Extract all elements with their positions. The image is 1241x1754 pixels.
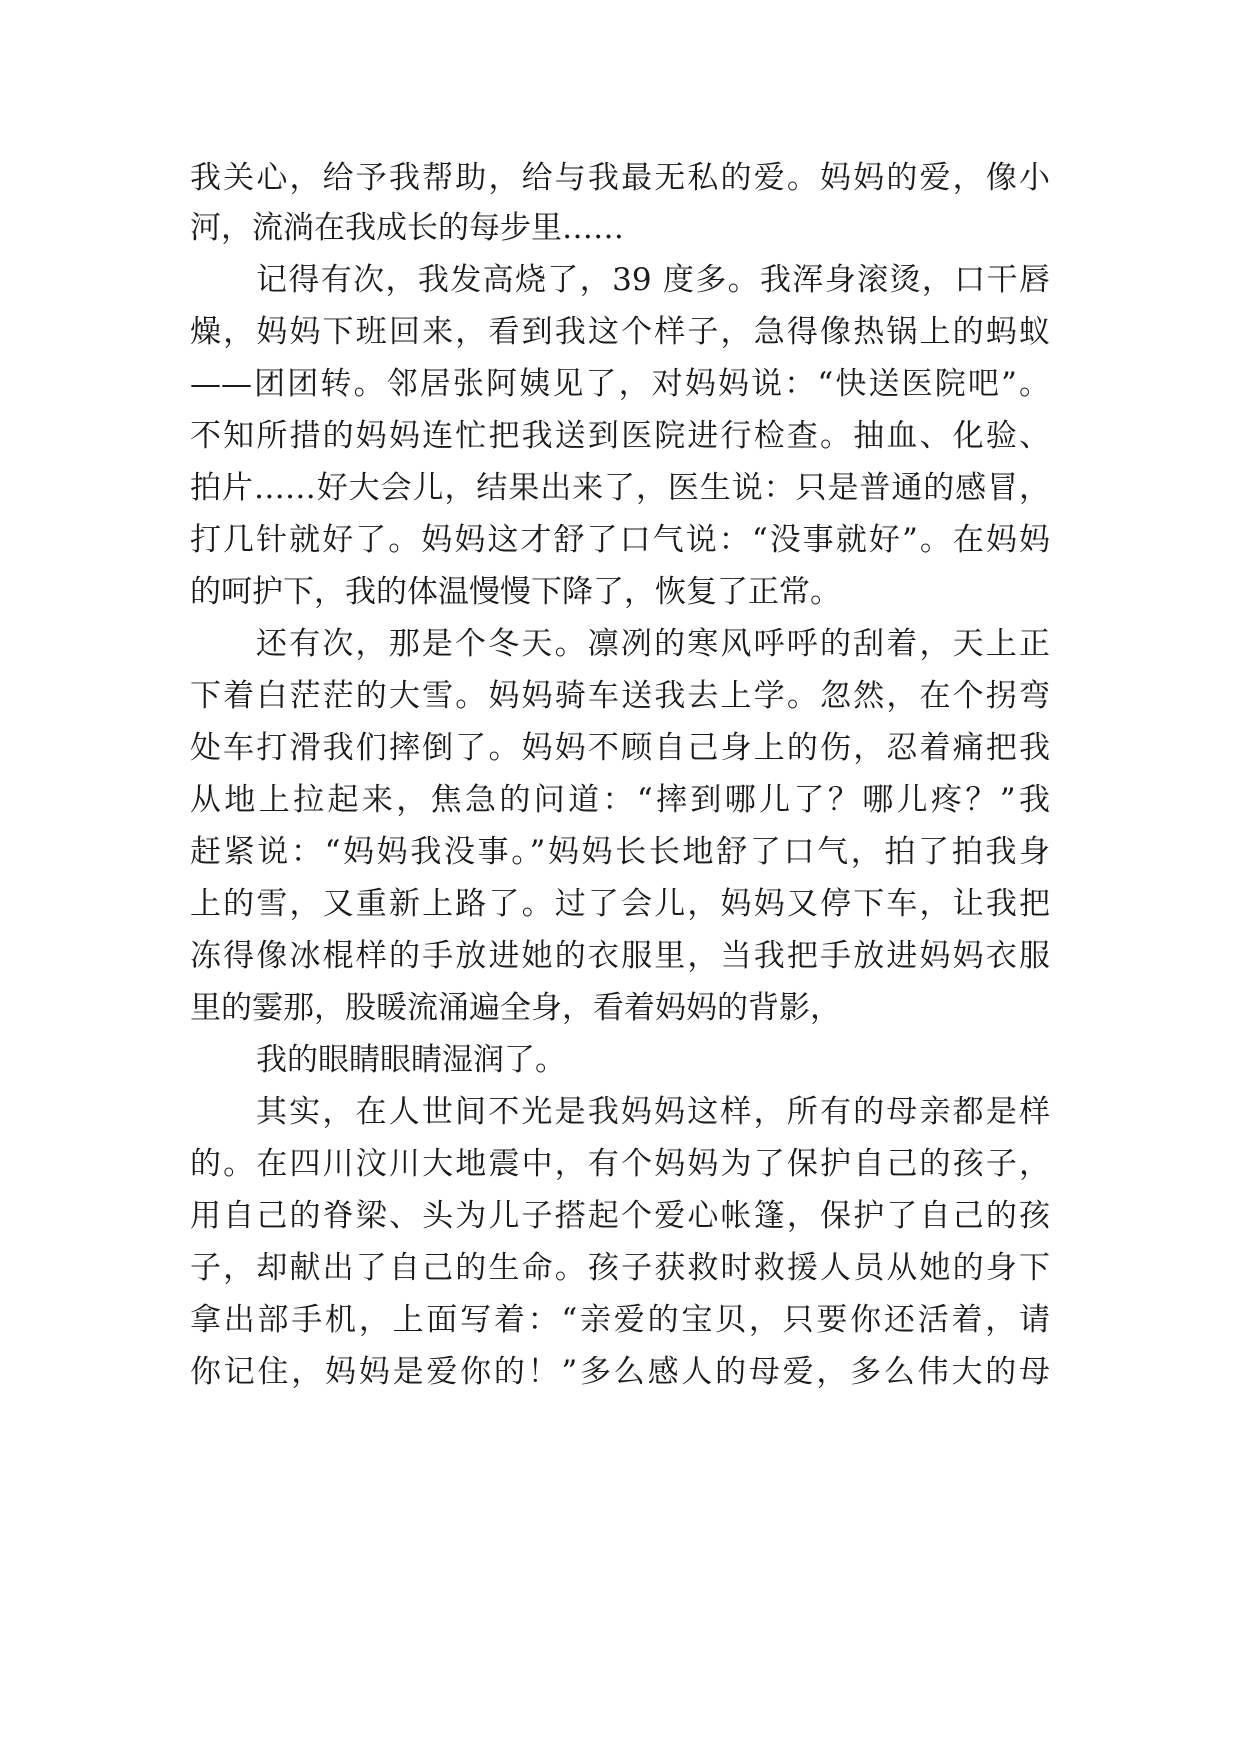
text-line-24: 你记住，妈妈是爱你的！”多么感人的母爱，多么伟大的母 bbox=[190, 1354, 1050, 1390]
text-line-3: 记得有次，我发高烧了，39 度多。我浑身滚烫，口干唇 bbox=[256, 262, 1050, 298]
text-line-19: 其实，在人世间不光是我妈妈这样，所有的母亲都是样 bbox=[256, 1094, 1050, 1130]
text-line-17: 里的霎那，股暖流涌遍全身，看着妈妈的背影， bbox=[190, 990, 841, 1026]
text-line-11: 下着白茫茫的大雪。妈妈骑车送我去上学。忽然，在个拐弯 bbox=[190, 678, 1050, 714]
text-line-12: 处车打滑我们摔倒了。妈妈不顾自己身上的伤，忍着痛把我 bbox=[190, 730, 1050, 766]
text-line-10: 还有次，那是个冬天。凛冽的寒风呼呼的刮着，天上正 bbox=[256, 626, 1050, 662]
text-line-9: 的呵护下，我的体温慢慢下降了，恢复了正常。 bbox=[190, 574, 841, 610]
text-line-7: 拍片……好大会儿，结果出来了，医生说：只是普通的感冒， bbox=[190, 470, 1050, 506]
text-line-5: ——团团转。邻居张阿姨见了，对妈妈说：“快送医院吧”。 bbox=[190, 366, 1050, 402]
text-line-4: 燥，妈妈下班回来，看到我这个样子，急得像热锅上的蚂蚁 bbox=[190, 314, 1050, 350]
text-line-8: 打几针就好了。妈妈这才舒了口气说：“没事就好”。在妈妈 bbox=[190, 522, 1050, 558]
text-line-23: 拿出部手机，上面写着：“亲爱的宝贝，只要你还活着，请 bbox=[190, 1302, 1050, 1338]
text-line-2: 河，流淌在我成长的每步里…… bbox=[190, 210, 624, 246]
text-line-18: 我的眼睛眼睛湿润了。 bbox=[256, 1042, 566, 1078]
text-line-21: 用自己的脊梁、头为儿子搭起个爱心帐篷，保护了自己的孩 bbox=[190, 1198, 1050, 1234]
text-line-1: 我关心，给予我帮助，给与我最无私的爱。妈妈的爱，像小 bbox=[190, 160, 1050, 196]
text-line-20: 的。在四川汶川大地震中，有个妈妈为了保护自己的孩子， bbox=[190, 1146, 1050, 1182]
text-line-22: 子，却献出了自己的生命。孩子获救时救援人员从她的身下 bbox=[190, 1250, 1050, 1286]
text-line-13: 从地上拉起来，焦急的问道：“摔到哪儿了？哪儿疼？”我 bbox=[190, 782, 1050, 818]
text-line-14: 赶紧说：“妈妈我没事。”妈妈长长地舒了口气，拍了拍我身 bbox=[190, 834, 1050, 870]
text-line-6: 不知所措的妈妈连忙把我送到医院进行检查。抽血、化验、 bbox=[190, 418, 1050, 454]
text-line-16: 冻得像冰棍样的手放进她的衣服里，当我把手放进妈妈衣服 bbox=[190, 938, 1050, 974]
text-line-15: 上的雪，又重新上路了。过了会儿，妈妈又停下车，让我把 bbox=[190, 886, 1050, 922]
